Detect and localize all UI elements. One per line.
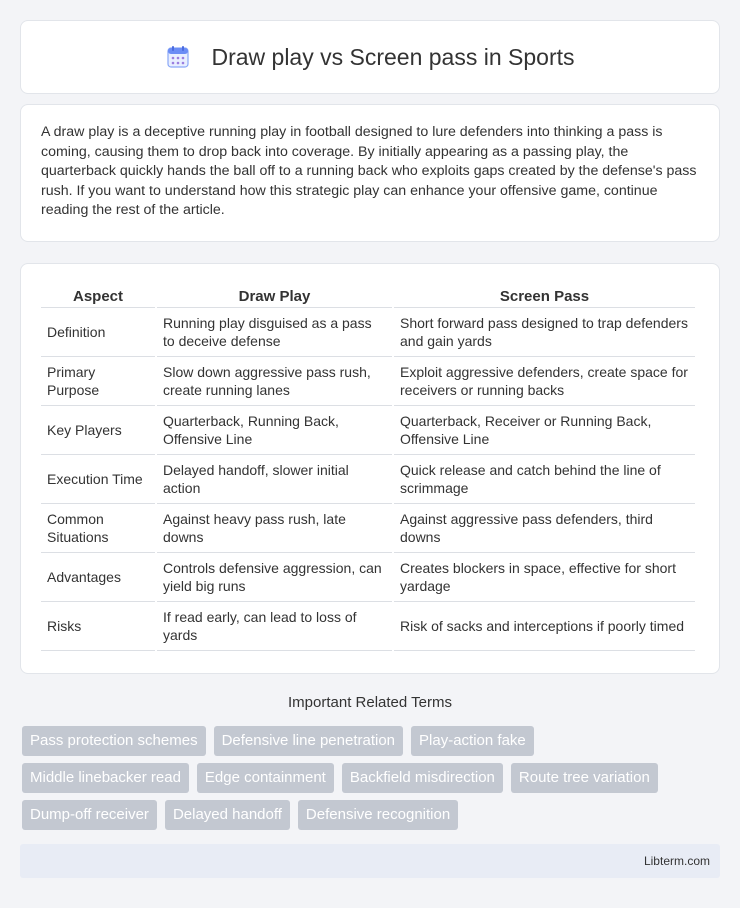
- cell-screen: Against aggressive pass defenders, third downs: [394, 504, 695, 553]
- header-card: [20, 20, 720, 94]
- header-screen-pass: Screen Pass: [394, 284, 695, 308]
- footer: [20, 844, 720, 878]
- cell-aspect: Risks: [41, 602, 155, 651]
- cell-draw: If read early, can lead to loss of yards: [157, 602, 392, 651]
- table-header-row: [41, 284, 695, 308]
- tag-defensive-recognition[interactable]: Defensive recognition: [298, 800, 458, 830]
- tag-row: [22, 726, 722, 756]
- cell-aspect: Common Situations: [41, 504, 155, 553]
- tag-defensive-line-penetration[interactable]: Defensive line penetration: [214, 726, 403, 756]
- cell-screen: Creates blockers in space, effective for short yardage: [394, 553, 695, 602]
- tag-route-tree-variation[interactable]: Route tree variation: [511, 763, 658, 793]
- table-row: [41, 308, 695, 357]
- table-row: [41, 553, 695, 602]
- header-aspect: Aspect: [41, 284, 155, 308]
- table-row: [41, 455, 695, 504]
- header-draw-play: Draw Play: [157, 284, 392, 308]
- related-terms-tags: [22, 726, 722, 837]
- cell-draw: Quarterback, Running Back, Offensive Line: [157, 406, 392, 455]
- footer-site-link[interactable]: Libterm.com: [643, 854, 710, 868]
- comparison-table-card: [20, 263, 720, 674]
- cell-draw: Running play disguised as a pass to deceive defense: [157, 308, 392, 357]
- tag-row: [22, 800, 722, 830]
- tag-dump-off-receiver[interactable]: Dump-off receiver: [22, 800, 157, 830]
- calendar-icon: [165, 44, 191, 70]
- intro-card: [20, 104, 720, 242]
- table-row: [41, 357, 695, 406]
- cell-screen: Risk of sacks and interceptions if poorly timed: [394, 602, 695, 651]
- cell-aspect: Key Players: [41, 406, 155, 455]
- tag-backfield-misdirection[interactable]: Backfield misdirection: [342, 763, 503, 793]
- cell-draw: Slow down aggressive pass rush, create running lanes: [157, 357, 392, 406]
- cell-draw: Delayed handoff, slower initial action: [157, 455, 392, 504]
- cell-aspect: Definition: [41, 308, 155, 357]
- table-row: [41, 602, 695, 651]
- page-title: Draw play vs Screen pass in Sports: [211, 43, 575, 70]
- cell-draw: Controls defensive aggression, can yield big runs: [157, 553, 392, 602]
- tag-delayed-handoff[interactable]: Delayed handoff: [165, 800, 290, 830]
- cell-aspect: Execution Time: [41, 455, 155, 504]
- cell-screen: Quarterback, Receiver or Running Back, Offensive Line: [394, 406, 695, 455]
- tag-middle-linebacker-read[interactable]: Middle linebacker read: [22, 763, 189, 793]
- cell-screen: Quick release and catch behind the line of scrimmage: [394, 455, 695, 504]
- related-terms-title: Important Related Terms: [288, 694, 452, 711]
- cell-draw: Against heavy pass rush, late downs: [157, 504, 392, 553]
- comparison-table: [39, 284, 697, 651]
- table-row: [41, 406, 695, 455]
- cell-screen: Short forward pass designed to trap defenders and gain yards: [394, 308, 695, 357]
- tag-row: [22, 763, 722, 793]
- table-row: [41, 504, 695, 553]
- cell-aspect: Advantages: [41, 553, 155, 602]
- tag-play-action-fake[interactable]: Play-action fake: [411, 726, 534, 756]
- intro-paragraph: A draw play is a deceptive running play in football designed to lure defenders into thinking a pass is coming, causing them to drop back into coverage. By initially appearing as a passing play, the quarterback quickly hands the ball off to a running back who exploits gaps created by the defense's pass rush. If you want to understand how this strategic play can enhance your offensive game, continue reading the rest of the article.: [41, 124, 697, 219]
- tag-pass-protection-schemes[interactable]: Pass protection schemes: [22, 726, 206, 756]
- cell-screen: Exploit aggressive defenders, create space for receivers or running backs: [394, 357, 695, 406]
- cell-aspect: Primary Purpose: [41, 357, 155, 406]
- tag-edge-containment[interactable]: Edge containment: [197, 763, 334, 793]
